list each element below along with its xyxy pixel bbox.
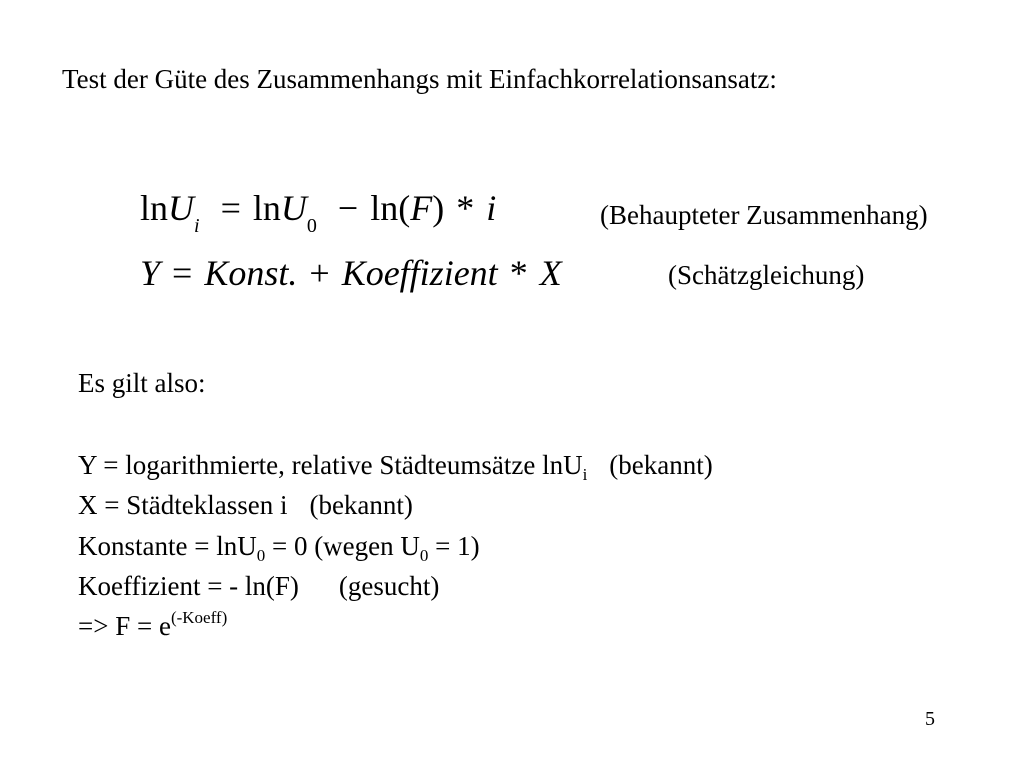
f-result-line: [78, 608, 228, 641]
ln-operator: ln: [140, 188, 169, 228]
subscript-zero: 0: [306, 215, 317, 237]
variable-u: U: [168, 188, 195, 228]
variable-f: F: [410, 188, 433, 228]
minus-sign: −: [337, 188, 359, 228]
ln-operator: ln(: [370, 188, 411, 228]
konstante-text: Konstante = lnU: [78, 531, 257, 561]
koeffizient-definition: Koeffizient = - ln(F): [78, 571, 299, 601]
x-status: (bekannt): [309, 490, 413, 520]
koeff-term: Koeffizient: [341, 253, 498, 293]
page-number: 5: [925, 708, 935, 730]
f-definition: => F = e: [78, 611, 171, 641]
x-definition: X = Städteklassen i: [78, 490, 288, 520]
konst-term: Konst.: [204, 253, 298, 293]
subscript-zero: 0: [256, 546, 266, 565]
slide-title: Test der Güte des Zusammenhangs mit Einfachkorrelationsansatz:: [62, 64, 777, 94]
equals-sign: =: [220, 188, 241, 228]
equation-claimed-relation: [140, 188, 497, 237]
multiply-sign: *: [456, 188, 475, 228]
equation2-note: (Schätzgleichung): [668, 260, 865, 290]
variable-i: i: [486, 188, 497, 228]
konstante-line: [78, 531, 480, 565]
equation-estimation: [140, 255, 562, 291]
variable-x: X: [539, 253, 562, 293]
close-paren: ): [432, 188, 445, 228]
plus-sign: +: [309, 253, 330, 293]
subscript-i: i: [582, 465, 588, 484]
koeffizient-line: [78, 573, 439, 600]
x-definition-line: [78, 492, 413, 519]
exponent: (-Koeff): [170, 608, 228, 627]
y-definition: Y = logarithmierte, relative Städteumsätze lnU: [78, 450, 583, 480]
subscript-zero: 0: [419, 546, 429, 565]
y-status: (bekannt): [609, 450, 713, 480]
konstante-text: = 0 (wegen U: [265, 531, 420, 561]
konstante-text: = 1): [428, 531, 480, 561]
variable-u: U: [280, 188, 307, 228]
equation1-note: (Behaupteter Zusammenhang): [600, 200, 928, 230]
es-gilt-heading: Es gilt also:: [78, 368, 206, 398]
variable-y: Y: [140, 253, 161, 293]
multiply-sign: *: [509, 253, 528, 293]
y-definition-line: [78, 450, 713, 484]
ln-operator: ln: [252, 188, 281, 228]
subscript-i: i: [194, 215, 200, 237]
koeffizient-status: (gesucht): [338, 571, 440, 601]
equals-sign: =: [172, 253, 193, 293]
